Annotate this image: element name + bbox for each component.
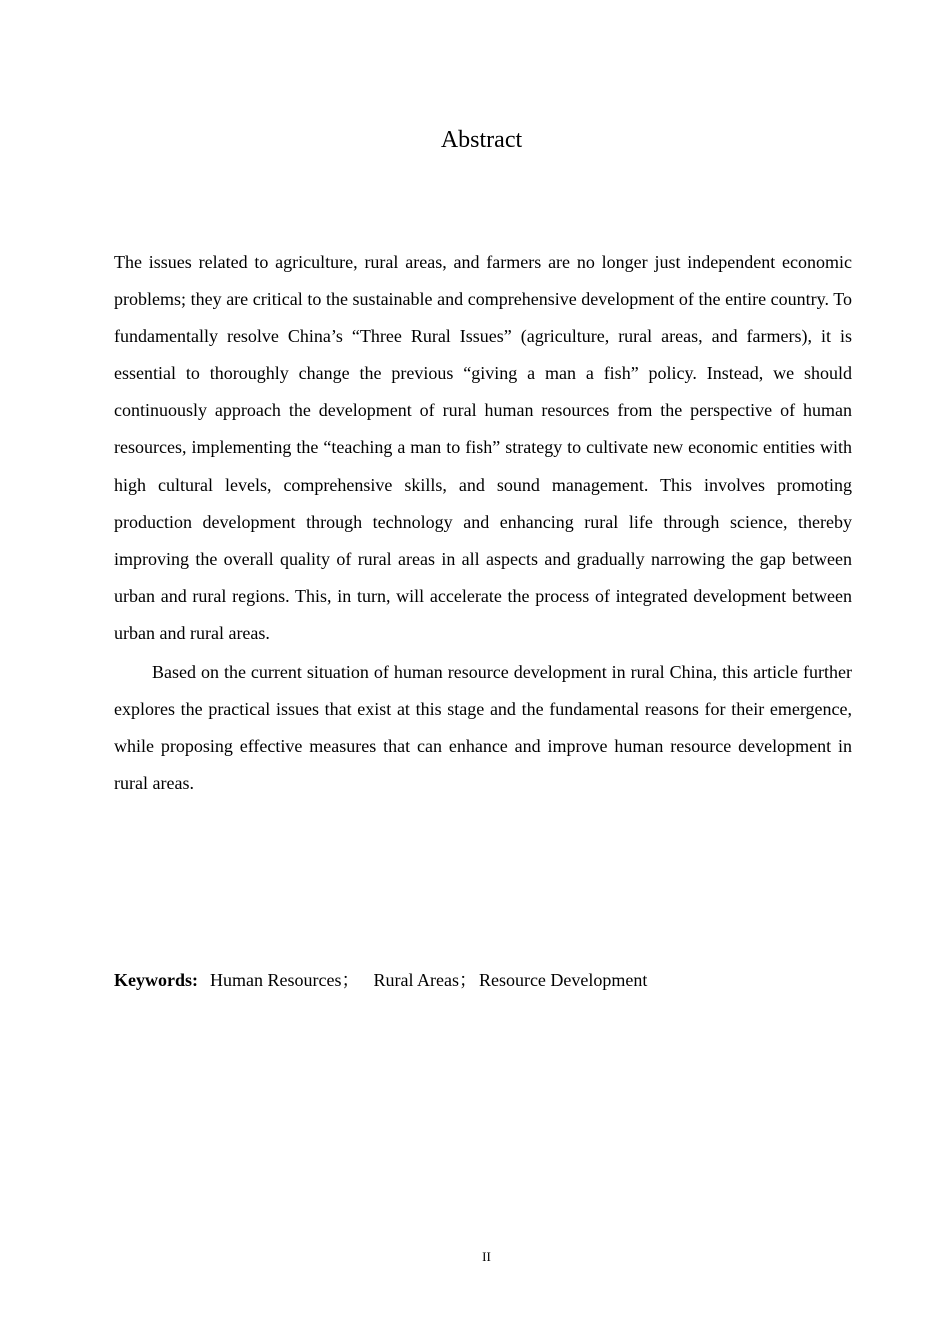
keywords-label: Keywords: bbox=[114, 970, 198, 990]
page-title: Abstract bbox=[440, 127, 523, 153]
keyword-item-resource-development: Resource Development bbox=[478, 970, 648, 990]
abstract-paragraph-2: Based on the current situation of human resource development in rural China, this article further explores the practical issues that exist at this stage and the fundamental reasons for their emergence, while proposing effective measures that can enhance and improve human resource development in rural areas. bbox=[114, 662, 852, 794]
keywords-line bbox=[114, 962, 852, 998]
abstract-paragraph-1: The issues related to agriculture, rural areas, and farmers are no longer just independent economic problems; they are critical to the sustainable and comprehensive development of the entire country. To fundamentally resolve China’s “Three Rural Issues” (agriculture, rural areas, and farmers), it is essential to thoroughly change the previous “giving a man a fish” policy. Instead, we should continuously approach the development of rural human resources from the perspective of human resources, implementing the “teaching a man to fish” strategy to cultivate new economic entities with high cultural levels, comprehensive skills, and sound management. This involves promoting production development through technology and enhancing rural life through science, thereby improving the overall quality of rural areas in all aspects and gradually narrowing the gap between urban and rural regions. This, in turn, will accelerate the process of integrated development between urban and rural areas. bbox=[114, 252, 852, 643]
keyword-item-rural-areas: Rural Areas； bbox=[373, 970, 477, 990]
abstract-body bbox=[114, 244, 852, 802]
page-number: II bbox=[482, 1249, 491, 1264]
keyword-item-human-resources: Human Resources； bbox=[210, 970, 360, 990]
